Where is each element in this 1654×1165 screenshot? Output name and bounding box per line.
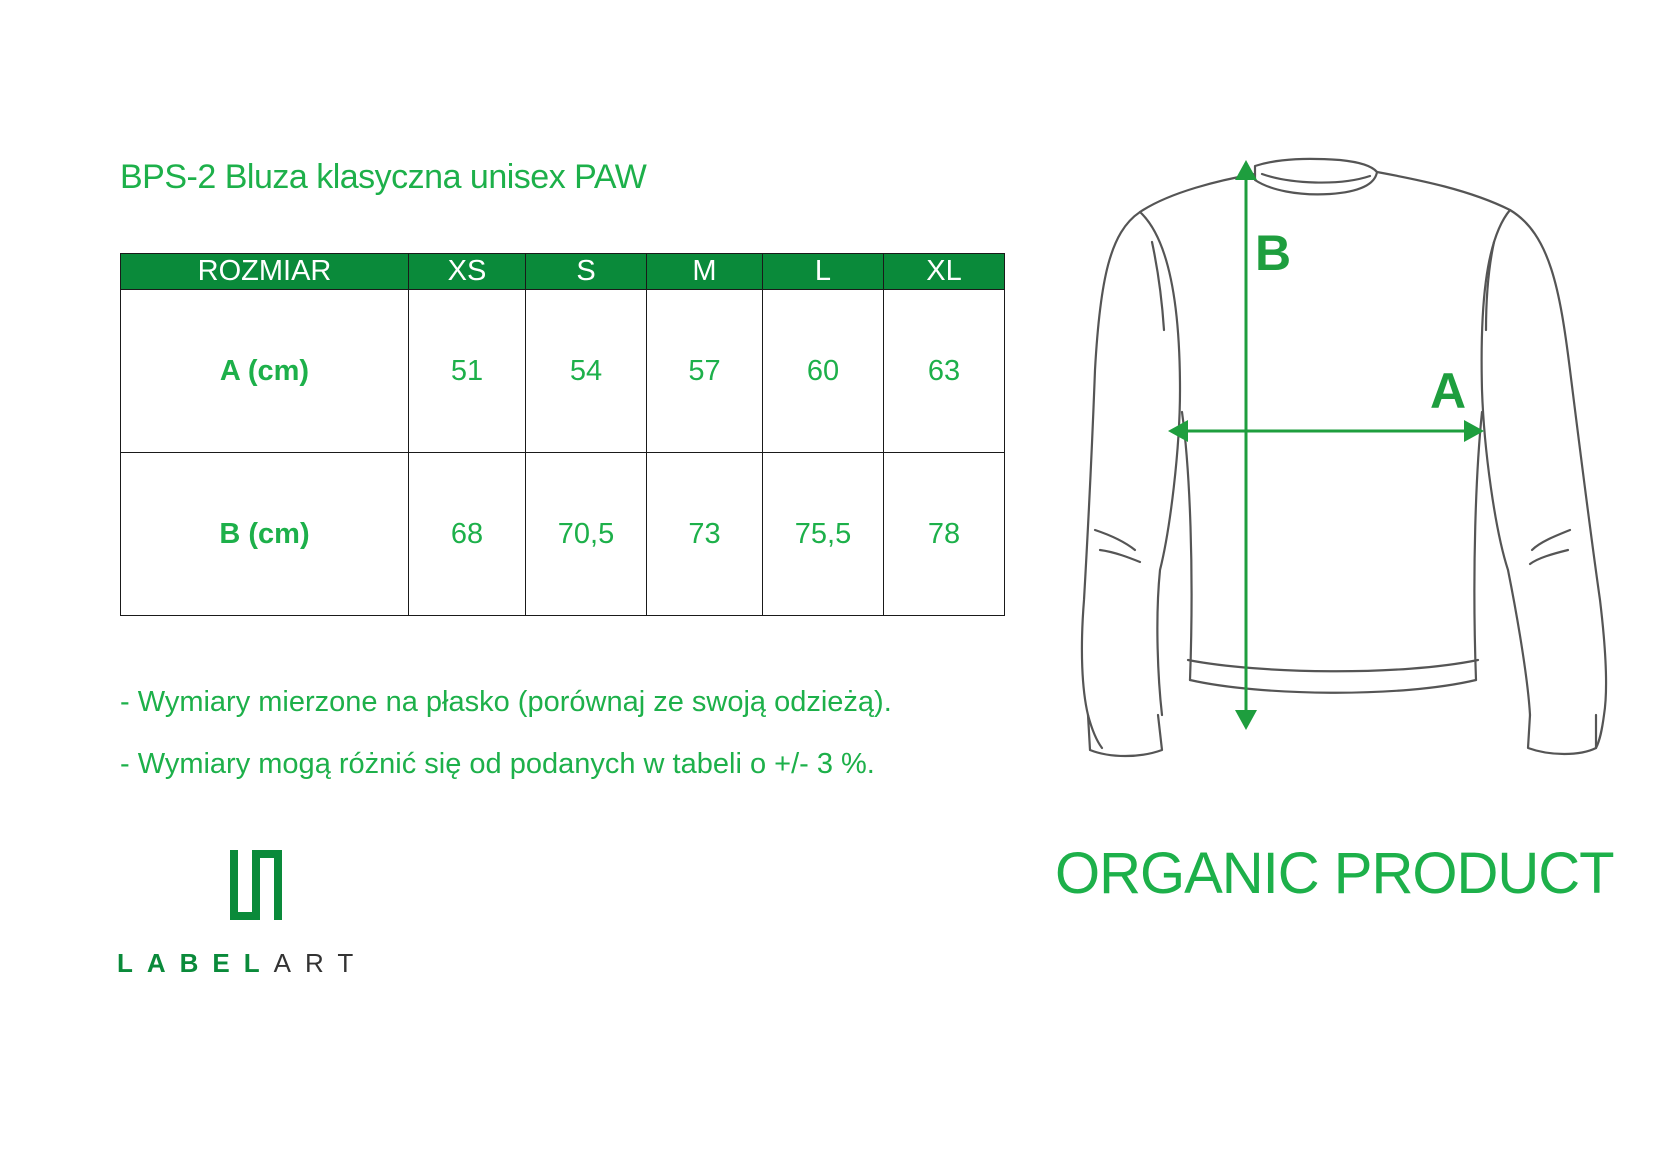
- sleeve-wrinkle: [1152, 242, 1164, 330]
- table-cell: 78: [884, 453, 1005, 616]
- cuff-left: [1088, 715, 1162, 756]
- hem-band: [1188, 660, 1478, 671]
- organic-product-label: ORGANIC PRODUCT: [1055, 841, 1614, 906]
- table-cell: 51: [409, 290, 526, 453]
- header-cell-m: M: [647, 254, 763, 290]
- table-cell: 70,5: [526, 453, 647, 616]
- measure-b-arrow-bottom: [1235, 710, 1257, 730]
- header-cell-l: L: [763, 254, 884, 290]
- size-table: [120, 253, 1005, 616]
- logo-text-label: LABEL: [117, 948, 274, 978]
- cuff-right: [1528, 715, 1596, 754]
- table-cell: 60: [763, 290, 884, 453]
- sleeve-wrinkle: [1095, 530, 1135, 550]
- table-cell: 75,5: [763, 453, 884, 616]
- body-outline-left: [1082, 174, 1255, 748]
- row-label-b: B (cm): [121, 453, 409, 616]
- sweatshirt-diagram: [1040, 150, 1630, 800]
- table-row: [121, 290, 1005, 453]
- labelart-wordmark: [117, 948, 367, 979]
- hem-outline: [1190, 680, 1476, 693]
- header-cell-size: ROZMIAR: [121, 254, 409, 290]
- table-row: [121, 453, 1005, 616]
- sleeve-wrinkle: [1532, 530, 1570, 550]
- body-side-right: [1474, 412, 1482, 680]
- sleeve-seam-right: [1482, 210, 1530, 715]
- table-cell: 73: [647, 453, 763, 616]
- measure-b-arrow-top: [1235, 160, 1257, 180]
- header-cell-s: S: [526, 254, 647, 290]
- sleeve-wrinkle: [1100, 550, 1140, 562]
- note-flat-measure: - Wymiary mierzone na płasko (porównaj ze swoją odzieżą).: [120, 686, 892, 718]
- sleeve-wrinkle: [1530, 550, 1568, 564]
- note-tolerance: - Wymiary mogą różnić się od podanych w tabeli o +/- 3 %.: [120, 748, 875, 780]
- header-cell-xl: XL: [884, 254, 1005, 290]
- measure-b-label: B: [1255, 225, 1292, 281]
- body-side-left: [1182, 412, 1192, 680]
- table-cell: 68: [409, 453, 526, 616]
- logo-text-art: ART: [273, 948, 368, 978]
- header-cell-xs: XS: [409, 254, 526, 290]
- measure-a-label: A: [1430, 363, 1467, 419]
- row-label-a: A (cm): [121, 290, 409, 453]
- table-cell: 57: [647, 290, 763, 453]
- collar-inner: [1262, 174, 1370, 183]
- table-cell: 54: [526, 290, 647, 453]
- page-title: BPS-2 Bluza klasyczna unisex PAW: [120, 158, 647, 196]
- table-cell: 63: [884, 290, 1005, 453]
- table-header-row: [121, 254, 1005, 290]
